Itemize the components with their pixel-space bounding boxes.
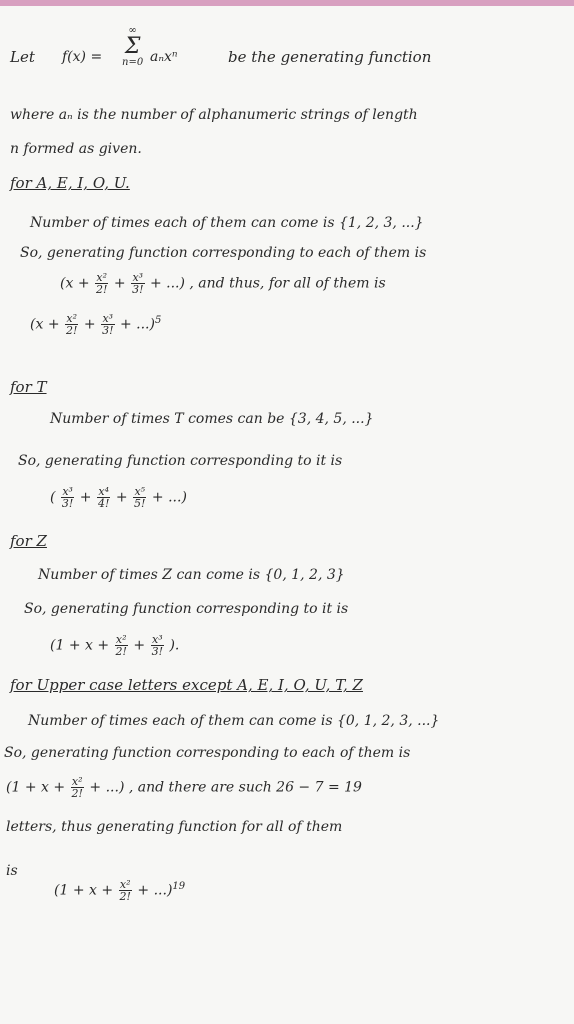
series-x: x bbox=[65, 275, 74, 292]
vowels-so-text: So, generating function corresponding to each of them is bbox=[20, 245, 427, 261]
upper-is-text: is bbox=[6, 863, 18, 879]
exponent-19: 19 bbox=[172, 881, 186, 892]
series-open: (1 + x + bbox=[50, 637, 110, 654]
plus-sign: + bbox=[115, 489, 128, 506]
summation-lower-limit: n=0 bbox=[122, 57, 144, 68]
upper-number-text: Number of times each of them can come is {0, 1, 2, 3, ...} bbox=[28, 713, 440, 729]
section-heading-t: for T bbox=[10, 378, 47, 396]
t-series bbox=[50, 486, 187, 509]
fraction-x2-over-2fact: $\frac{\text{x²}}{2!}$ bbox=[71, 775, 83, 800]
fraction-x4-over-4fact: $\frac{\text{x⁴}}{4!}$ bbox=[97, 485, 110, 510]
fraction-x2-over-2fact: $\frac{\text{x²}}{2!}$ bbox=[119, 878, 131, 904]
power-tail: + ...) bbox=[119, 316, 155, 333]
fraction-x3-over-3fact: $\frac{\text{x³}}{3!}$ bbox=[151, 633, 164, 658]
series-tail-text: + ...) bbox=[151, 489, 187, 506]
fraction-x2-over-2fact: $\frac{\text{x²}}{2!}$ bbox=[96, 271, 108, 296]
summation-upper-limit: ∞ bbox=[128, 25, 137, 36]
intro-be-text: be the generating function bbox=[228, 48, 432, 66]
fraction-x3-over-3fact: $\frac{\text{x³}}{3!}$ bbox=[132, 271, 144, 296]
intro-where-text: where aₙ is the number of alphanumeric strings of length bbox=[10, 107, 418, 123]
fraction-x5-over-5fact: $\frac{\text{x⁵}}{5!}$ bbox=[134, 485, 146, 510]
upper-series bbox=[6, 776, 362, 799]
series-x: x bbox=[35, 316, 44, 333]
t-number-text: Number of times T comes can be {3, 4, 5, ...} bbox=[50, 411, 374, 427]
plus-sign: + bbox=[77, 275, 90, 292]
sigma-glyph: Σ bbox=[124, 34, 141, 59]
intro-let: Let bbox=[10, 48, 35, 66]
fraction-x3-over-3fact: $\frac{\text{x³}}{3!}$ bbox=[102, 312, 114, 338]
summation bbox=[118, 26, 147, 68]
upper-final-series bbox=[54, 878, 185, 902]
series-tail-text: + ...) , and thus, for all of them is bbox=[149, 275, 386, 292]
series-tail-text: + ...) bbox=[137, 882, 173, 899]
vowels-series bbox=[60, 272, 386, 295]
plus-sign: + bbox=[133, 637, 146, 654]
plus-sign: + bbox=[113, 275, 126, 292]
z-number-text: Number of times Z can come is {0, 1, 2, 3} bbox=[38, 567, 345, 583]
z-so-text: So, generating function corresponding to it is bbox=[24, 601, 349, 617]
upper-letters-text: letters, thus generating function for all of them bbox=[6, 819, 343, 835]
fraction-x3-over-3fact: $\frac{\text{x³}}{3!}$ bbox=[61, 485, 74, 510]
open-paren: ( bbox=[60, 275, 66, 292]
section-heading-z: for Z bbox=[10, 532, 47, 550]
z-series bbox=[50, 634, 179, 657]
section-heading-upper-case: for Upper case letters except A, E, I, O, U, T, Z bbox=[10, 676, 363, 694]
vowels-power-series bbox=[30, 312, 161, 336]
series-open: (1 + x + bbox=[6, 779, 66, 796]
vowels-number-text: Number of times each of them can come is {1, 2, 3, ...} bbox=[30, 215, 424, 231]
plus-sign: + bbox=[79, 489, 92, 506]
intro-f-lhs: f(x) = bbox=[62, 49, 103, 65]
plus-sign: + bbox=[83, 316, 96, 333]
series-close: ). bbox=[169, 637, 180, 654]
exponent-5: 5 bbox=[154, 315, 162, 326]
t-so-text: So, generating function corresponding to it is bbox=[18, 453, 343, 469]
section-heading-vowels: for A, E, I, O, U. bbox=[10, 174, 130, 192]
series-tail-text: + ...) , and there are such 26 − 7 = 19 bbox=[89, 779, 362, 796]
open-paren: ( bbox=[30, 316, 36, 333]
plus-sign: + bbox=[47, 316, 60, 333]
upper-so-text: So, generating function corresponding to each of them is bbox=[4, 745, 411, 761]
fraction-x2-over-2fact: $\frac{\text{x²}}{2!}$ bbox=[66, 312, 78, 338]
fraction-x2-over-2fact: $\frac{\text{x²}}{2!}$ bbox=[115, 633, 127, 658]
open-paren: ( bbox=[50, 489, 56, 506]
series-open: (1 + x + bbox=[54, 882, 114, 899]
summation-term: aₙxⁿ bbox=[150, 49, 178, 65]
summation-symbol bbox=[122, 26, 143, 68]
page-top-edge bbox=[0, 0, 574, 6]
intro-formed-text: n formed as given. bbox=[10, 141, 142, 157]
